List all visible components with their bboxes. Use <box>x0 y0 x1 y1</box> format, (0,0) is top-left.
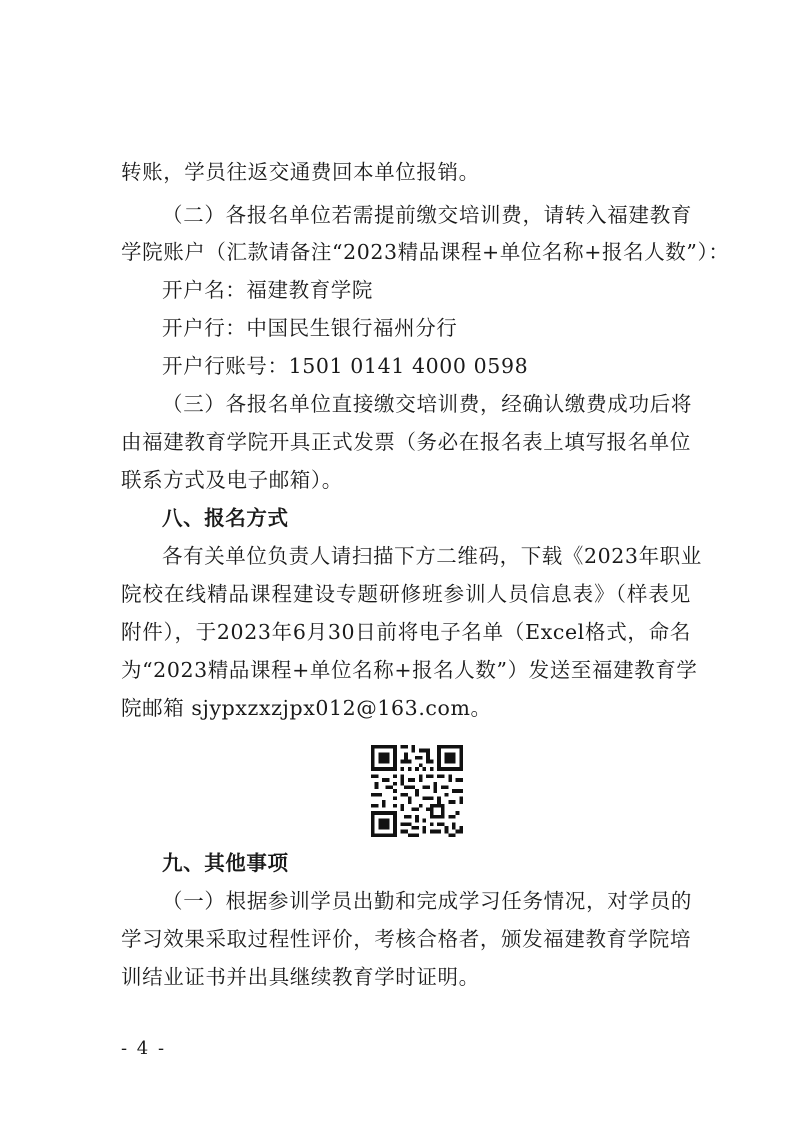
registration-email-line: 院邮箱 sjypxzxzjpx012@163.com。 <box>121 696 492 720</box>
para-3-line-3: 联系方式及电子邮箱）。 <box>121 468 343 492</box>
section-heading-other-matters: 九、其他事项 <box>162 851 289 875</box>
registration-line-1: 各有关单位负责人请扫描下方二维码，下载《2023年职业 <box>162 544 702 568</box>
para-2-line-2: 学院账户（汇款请备注“2023精品课程+单位名称+报名人数”）： <box>121 240 730 264</box>
page-number: - 4 - <box>121 1038 167 1059</box>
para-transfer-tail: 转账，学员往返交通费回本单位报销。 <box>121 160 480 184</box>
other-matters-line-3: 训结业证书并出具继续教育学时证明。 <box>121 965 480 989</box>
registration-line-2: 院校在线精品课程建设专题研修班参训人员信息表》（样表见 <box>121 582 691 606</box>
account-number: 开户行账号：1501 0141 4000 0598 <box>162 354 529 378</box>
section-heading-registration: 八、报名方式 <box>162 506 289 530</box>
account-bank: 开户行：中国民生银行福州分行 <box>162 316 458 340</box>
other-matters-line-2: 学习效果采取过程性评价，考核合格者，颁发福建教育学院培 <box>121 927 691 951</box>
registration-line-3: 附件），于2023年6月30日前将电子名单（Excel格式，命名 <box>121 620 691 644</box>
para-3-line-1: （三）各报名单位直接缴交培训费，经确认缴费成功后将 <box>162 392 692 416</box>
registration-line-4: 为“2023精品课程+单位名称+报名人数”）发送至福建教育学 <box>121 658 698 682</box>
para-2-line-1: （二）各报名单位若需提前缴交培训费，请转入福建教育 <box>162 203 692 227</box>
para-3-line-2: 由福建教育学院开具正式发票（务必在报名表上填写报名单位 <box>121 430 691 454</box>
other-matters-line-1: （一）根据参训学员出勤和完成学习任务情况，对学员的 <box>162 889 692 913</box>
qr-code[interactable] <box>371 745 463 837</box>
account-name: 开户名：福建教育学院 <box>162 278 373 302</box>
